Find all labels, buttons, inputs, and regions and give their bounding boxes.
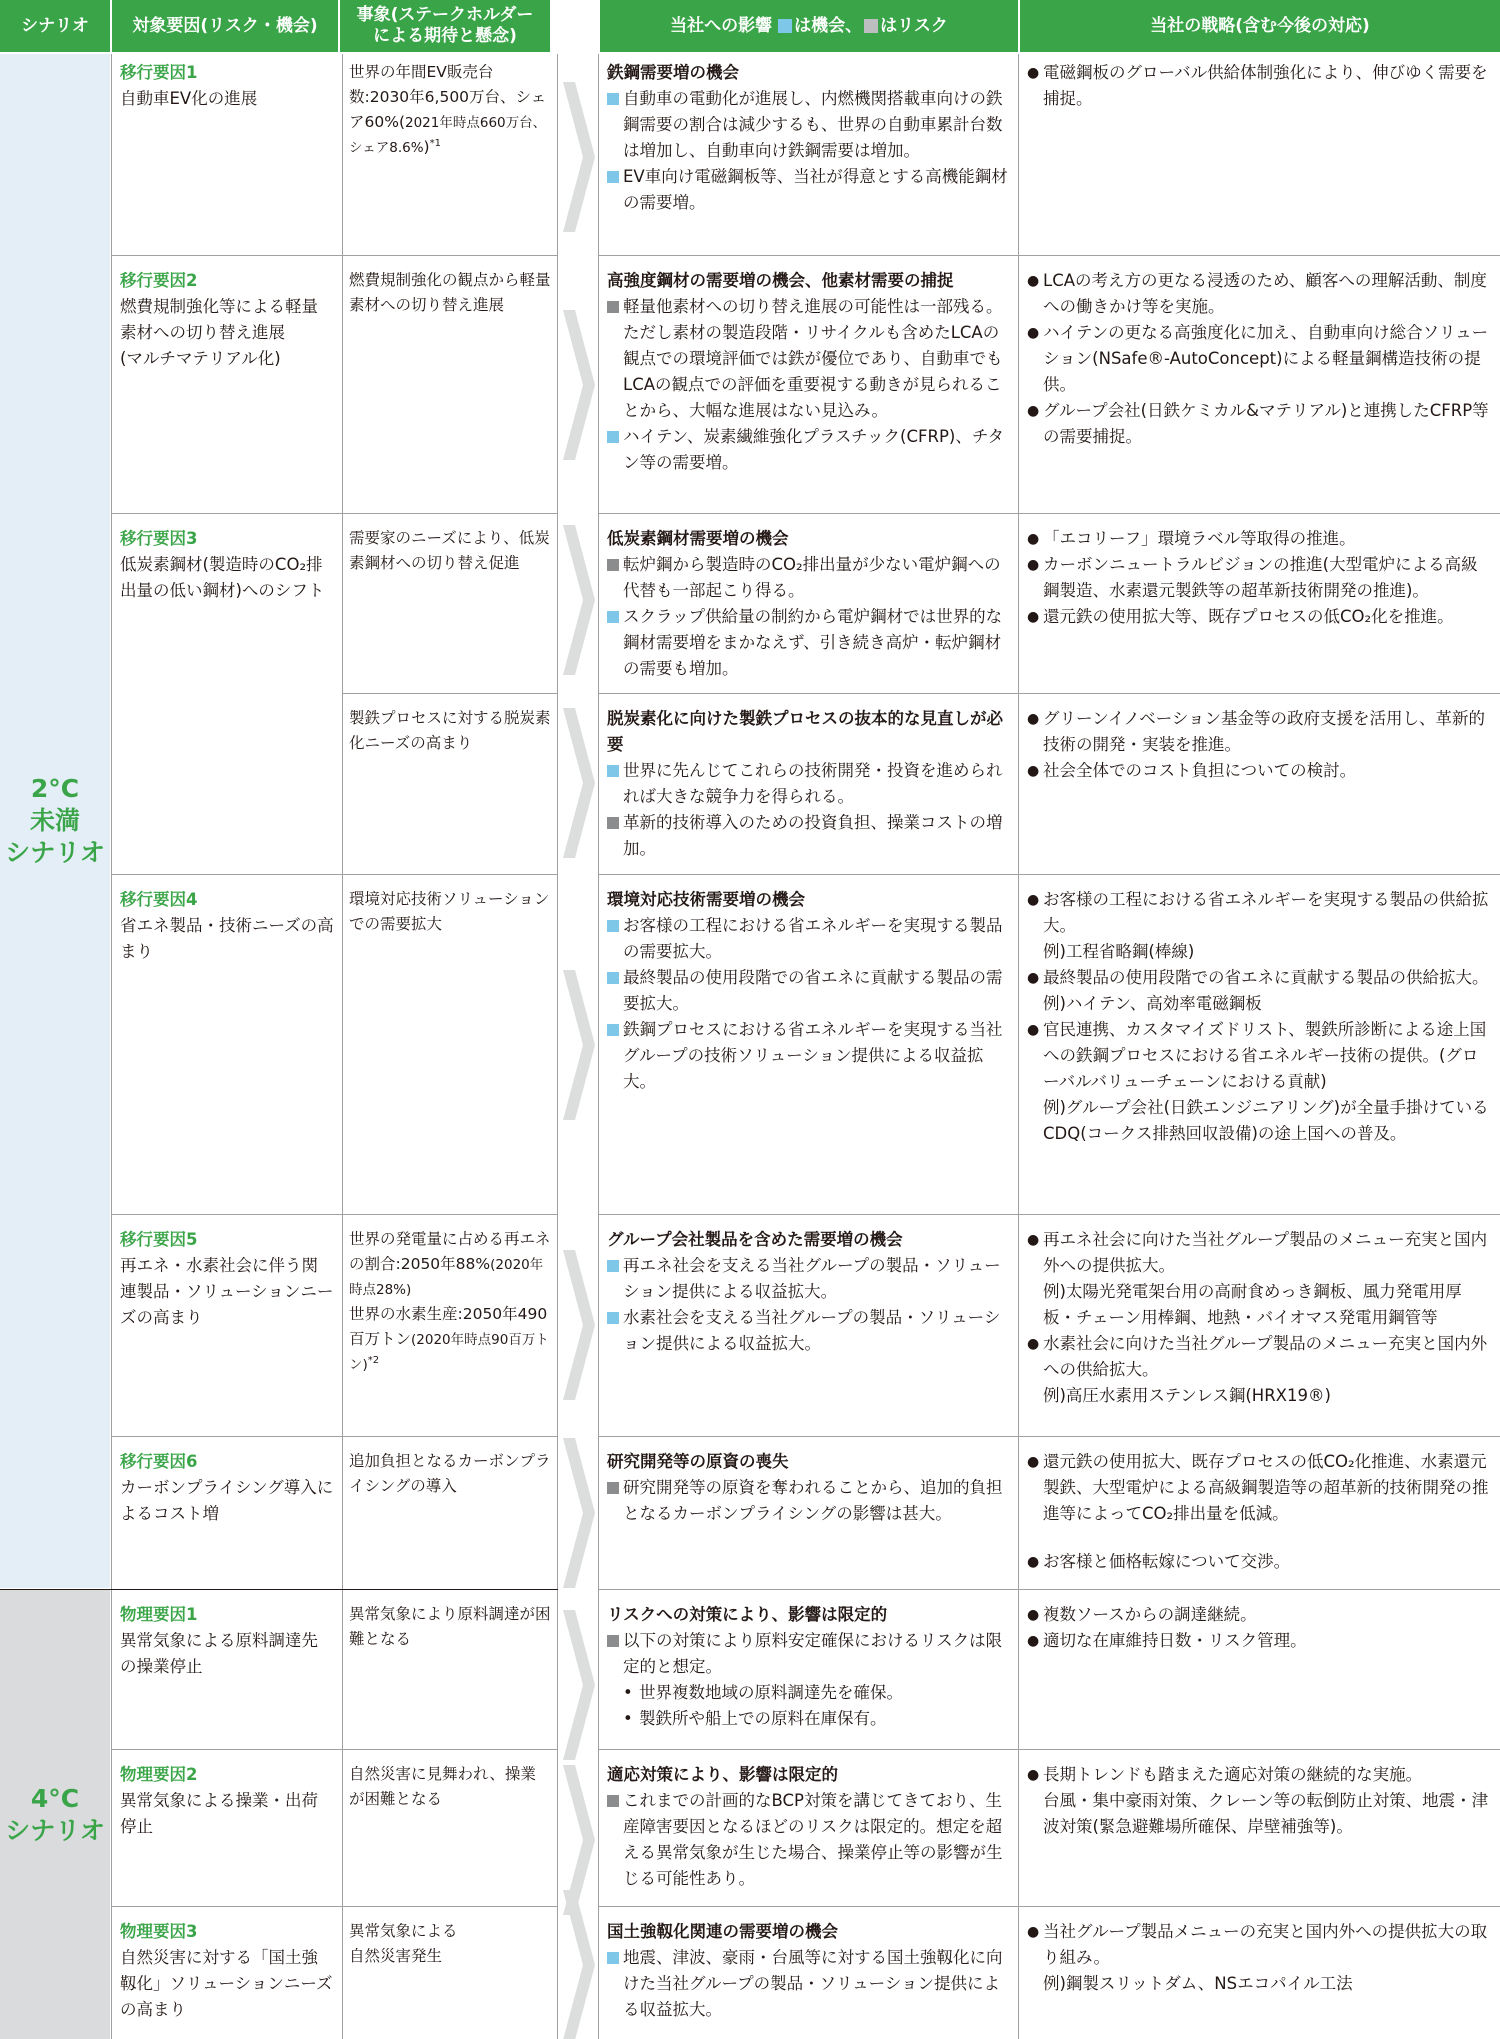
impact-cell: 環境対応技術需要増の機会 お客様の工程における省エネルギーを実現する製品の需要拡大。 最終製品の使用段階での省エネに貢献する製品の需要拡大。 鉄鋼プロセスにおける省エネルギーを実現する当社グループの技術ソリューション提供による収益拡大。 [607,890,1003,1091]
header-event: 事象(ステークホルダーによる期待と懸念) [340,0,550,52]
factor-cell: 移行要因3 低炭素鋼材(製造時のCO₂排出量の低い鋼材)へのシフト [120,529,325,600]
impact-cell: 研究開発等の原資の喪失 研究開発等の原資を奪われることから、追加的負担となるカーボンプライシングの影響は甚大。 [607,1452,1003,1523]
arrow-right-icon [561,525,597,675]
risk-marker [607,1482,619,1494]
event-cell: 世界の発電量に占める再エネの割合:2050年88%(2020年時点28%) 世界の水素生産:2050年490百万トン(2020年時点90百万トン)$^{*2}$ [349,1230,551,1373]
risk-marker [607,1795,619,1807]
opportunity-marker [607,171,619,183]
arrow-right-icon [561,1438,597,1588]
strategy-cell: ● LCAの考え方の更なる浸透のため、顧客への理解活動、制度への働きかけ等を実施。 ● ハイテンの更なる高強度化に加え、自動車向け総合ソリューション(NSafe®-AutoConcept)による軽量鋼構造技術の提供。 ● グループ会社(日鉄ケミカル&マテリアル)と連携したCFRP等の需要捕捉。 [1027,271,1489,446]
column-divider [557,54,558,2039]
opportunity-marker [607,93,619,105]
column-divider [342,54,343,2039]
factor-cell: 移行要因4 省エネ製品・技術ニーズの高まり [120,890,334,961]
event-cell: 自然災害に見舞われ、操業が困難となる [349,1765,536,1808]
risk-marker [607,559,619,571]
event-cell: 需要家のニーズにより、低炭素鋼材への切り替え促進 [349,529,550,572]
event-cell: 異常気象により原料調達が困難となる [349,1605,551,1648]
event-cell: 製鉄プロセスに対する脱炭素化ニーズの高まり [349,709,551,752]
opportunity-marker [607,1260,619,1272]
event-cell: 追加負担となるカーボンプライシングの導入 [349,1452,551,1495]
impact-cell: 脱炭素化に向けた製鉄プロセスの抜本的な見直しが必要 世界に先んじてこれらの技術開発・投資を進められれば大きな競争力を得られる。 革新的技術導入のための投資負担、操業コストの増加。 [607,709,1003,858]
impact-cell: 低炭素鋼材需要増の機会 転炉鋼から製造時のCO₂排出量が少ない電炉鋼への代替も一部起こり得る。 スクラップ供給量の制約から電炉鋼材では世界的な鋼材需要増をまかなえず、引き続き高炉・転炉鋼材の需要も増加。 [607,529,1003,678]
impact-cell: 鉄鋼需要増の機会 自動車の電動化が進展し、内燃機関搭載車向けの鉄鋼需要の割合は減少するも、世界の自動車累計台数は増加し、自動車向け鉄鋼需要は増加。 EV車向け電磁鋼板等、当社が得意とする高機能鋼材の需要増。 [607,63,1008,212]
factor-cell: 移行要因1 自動車EV化の進展 [120,63,258,108]
header-factor: 対象要因(リスク・機会) [112,0,338,52]
strategy-cell: ● 複数ソースからの調達継続。 ● 適切な在庫維持日数・リスク管理。 [1027,1605,1307,1650]
event-cell: 異常気象による 自然災害発生 [349,1922,458,1965]
event-cell: 燃費規制強化の観点から軽量素材への切り替え進展 [349,271,551,314]
arrow-right-icon [561,82,597,232]
factor-cell: 物理要因2 異常気象による操業・出荷停止 [120,1765,318,1836]
arrow-right-icon [561,1610,597,1760]
opportunity-marker [607,765,619,777]
opportunity-marker [607,920,619,932]
strategy-cell: ● 当社グループ製品メニューの充実と国内外への提供拡大の取り組み。 例)鋼製スリットダム、NSエコパイル工法 [1027,1922,1488,1993]
strategy-cell: ● 長期トレンドも踏まえた適応対策の継続的な実施。 台風・集中豪雨対策、クレーン等の転倒防止対策、地震・津波対策(緊急避難場所確保、岸壁補強等)。 [1027,1765,1489,1836]
opportunity-marker [607,431,619,443]
risk-marker [607,817,619,829]
opportunity-marker [607,1024,619,1036]
scenario-2c-label: 2°C 未満 シナリオ [0,54,110,1588]
opportunity-marker [607,972,619,984]
factor-cell: 移行要因6 カーボンプライシング導入によるコスト増 [120,1452,334,1523]
header-strategy: 当社の戦略(含む今後の対応) [1020,0,1500,52]
risk-marker [607,1635,619,1647]
header-impact: 当社への影響 は機会、 はリスク [600,0,1018,52]
arrow-right-icon [561,708,597,858]
opportunity-marker [607,1312,619,1324]
impact-cell: 高強度鋼材の需要増の機会、他素材需要の捕捉 軽量他素材への切り替え進展の可能性は一部残る。ただし素材の製造段階・リサイクルも含めたLCAの観点での環境評価では鉄が優位であり、自動車でもLCAの観点での評価を重要視する動きが見られることから、大幅な進展はない見込み。 ハイテン、炭素繊維強化プラスチック(CFRP)、チタン等の需要増。 [607,271,1005,472]
strategy-cell: ● お客様の工程における省エネルギーを実現する製品の供給拡大。 例)工程省略鋼(棒線) ● 最終製品の使用段階での省エネに貢献する製品の供給拡大。 例)ハイテン、高効率電磁鋼板 ● 官民連携、カスタマイズドリスト、製鉄所診断による途上国への鉄鋼プロセスにおける省エネルギー技術の提供。(グローバルバリューチェーンにおける貢献) 例)グループ会社(日鉄エンジニアリング)が全量手掛けているCDQ(コークス排熱回収設備)の途上国への普及。 [1027,890,1489,1143]
opportunity-marker [607,1952,619,1964]
scenario-4c-label: 4°C シナリオ [0,1590,110,2039]
impact-cell: リスクへの対策により、影響は限定的 以下の対策により原料安定確保におけるリスクは限定的と想定。 • 世界複数地域の原料調達先を確保。 • 製鉄所や船上での原料在庫保有。 [607,1605,1003,1728]
impact-cell: グループ会社製品を含めた需要増の機会 再エネ社会を支える当社グループの製品・ソリューション提供による収益拡大。 水素社会を支える当社グループの製品・ソリューション提供による収益拡大。 [607,1230,1001,1353]
factor-cell: 物理要因3 自然災害に対する「国土強靱化」ソリューションニーズの高まり [120,1922,333,2019]
opportunity-legend-icon [778,19,792,33]
factor-cell: 移行要因5 再エネ・水素社会に伴う関連製品・ソリューションニーズの高まり [120,1230,334,1327]
strategy-cell: ● 還元鉄の使用拡大、既存プロセスの低CO₂化推進、水素還元製鉄、大型電炉による高級鋼製造等の超革新的技術開発の推進等によってCO₂排出量を低減。 ● お客様と価格転嫁について交渉。 [1027,1452,1489,1571]
strategy-cell: ● 再エネ社会に向けた当社グループ製品のメニュー充実と国内外への提供拡大。 例)太陽光発電架台用の高耐食めっき鋼板、風力発電用厚板・チェーン用棒鋼、地熱・バイオマス発電用鋼管等 ● 水素社会に向けた当社グループ製品のメニュー充実と国内外への供給拡大。 例)高圧水素用ステンレス鋼(HRX19®) [1027,1230,1488,1405]
factor-cell: 物理要因1 異常気象による原料調達先の操業停止 [120,1605,318,1676]
risk-legend-icon [864,19,878,33]
risk-marker [607,301,619,313]
factor-cell: 移行要因2 燃費規制強化等による軽量素材への切り替え進展 (マルチマテリアル化) [120,271,318,368]
strategy-cell: ● 電磁鋼板のグローバル供給体制強化により、伸びゆく需要を捕捉。 [1027,63,1488,108]
arrow-right-icon [561,1250,597,1400]
header-scenario: シナリオ [0,0,110,52]
event-cell: 環境対応技術ソリューションでの需要拡大 [349,890,550,933]
event-cell: 世界の年間EV販売台数:2030年6,500万台、シェア60%(2021年時点660万台、シェア8.6%)$^{*1}$ [349,63,547,156]
arrow-right-icon [561,310,597,460]
strategy-cell: ● 「エコリーフ」環境ラベル等取得の推進。 ● カーボンニュートラルビジョンの推進(大型電炉による高級鋼製造、水素還元製鉄等の超革新技術開発の推進)。 ● 還元鉄の使用拡大等、既存プロセスの低CO₂化を推進。 [1027,529,1478,626]
impact-cell: 国土強靱化関連の需要増の機会 地震、津波、豪雨・台風等に対する国土強靱化に向けた当社グループの製品・ソリューション提供による収益拡大。 [607,1922,1003,2019]
arrow-right-icon [561,970,597,1120]
strategy-cell: ● グリーンイノベーション基金等の政府支援を活用し、革新的技術の開発・実装を推進。 ● 社会全体でのコスト負担についての検討。 [1027,709,1486,780]
opportunity-marker [607,611,619,623]
arrow-right-icon [561,1890,597,2039]
impact-cell: 適応対策により、影響は限定的 これまでの計画的なBCP対策を講じてきており、生産障害要因となるほどのリスクは限定的。想定を超える異常気象が生じた場合、操業停止等の影響が生じる可能性あり。 [607,1765,1003,1888]
